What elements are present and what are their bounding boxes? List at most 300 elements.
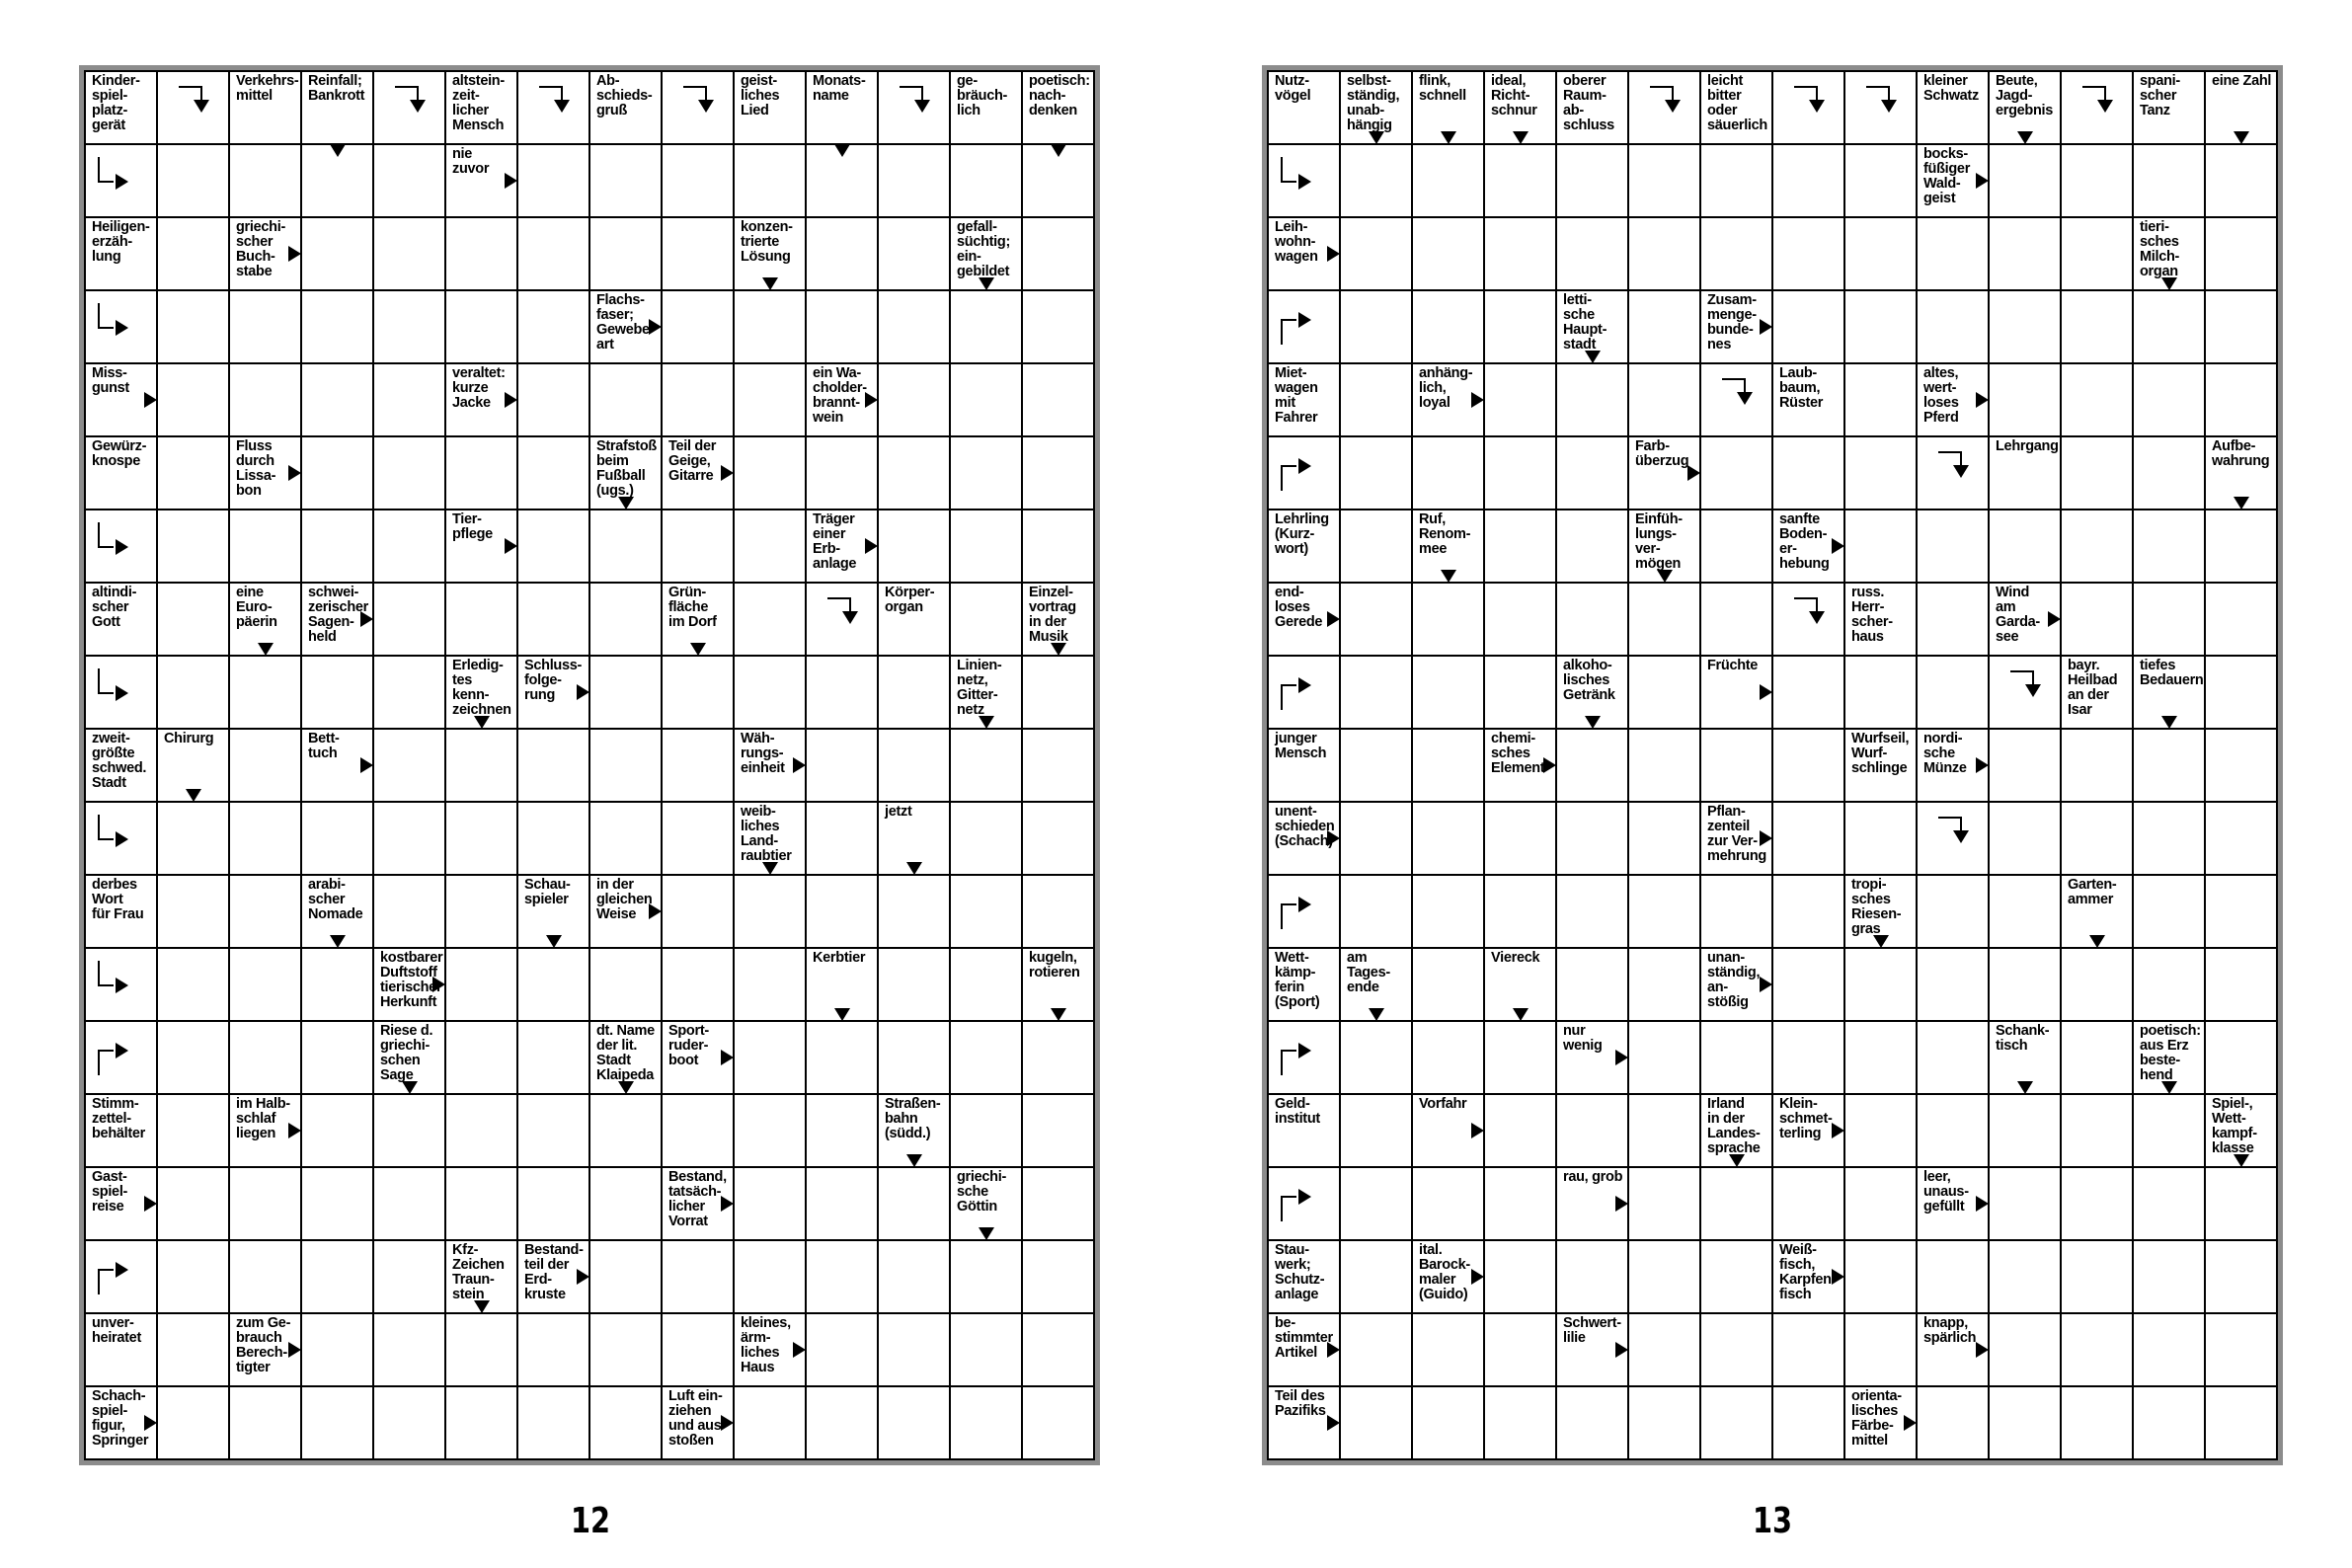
answer-cell[interactable] xyxy=(2206,1168,2276,1239)
answer-cell[interactable] xyxy=(374,1168,444,1239)
answer-cell[interactable] xyxy=(374,584,444,655)
answer-cell[interactable] xyxy=(302,949,372,1020)
answer-cell[interactable] xyxy=(518,730,588,801)
answer-cell[interactable] xyxy=(158,1314,228,1385)
answer-cell[interactable] xyxy=(86,510,156,582)
answer-cell[interactable] xyxy=(1629,1168,1699,1239)
answer-cell[interactable] xyxy=(302,218,372,289)
answer-cell[interactable] xyxy=(1918,1022,1988,1093)
answer-cell[interactable] xyxy=(230,803,300,874)
answer-cell[interactable] xyxy=(1341,1241,1411,1312)
answer-cell[interactable] xyxy=(1485,145,1555,216)
answer-cell[interactable] xyxy=(1557,803,1627,874)
answer-cell[interactable] xyxy=(1023,291,1093,362)
answer-cell[interactable] xyxy=(518,1022,588,1093)
answer-cell[interactable] xyxy=(446,1168,516,1239)
answer-cell[interactable] xyxy=(2134,584,2204,655)
answer-cell[interactable] xyxy=(951,1022,1021,1093)
answer-cell[interactable] xyxy=(1990,291,2060,362)
answer-cell[interactable] xyxy=(158,291,228,362)
answer-cell[interactable] xyxy=(518,803,588,874)
answer-cell[interactable] xyxy=(1701,876,1771,947)
answer-cell[interactable] xyxy=(1485,1095,1555,1166)
answer-cell[interactable] xyxy=(2206,1241,2276,1312)
answer-cell[interactable] xyxy=(735,510,805,582)
answer-cell[interactable] xyxy=(1701,1168,1771,1239)
answer-cell[interactable] xyxy=(663,803,733,874)
answer-cell[interactable] xyxy=(2062,1387,2132,1458)
answer-cell[interactable] xyxy=(2134,510,2204,582)
answer-cell[interactable] xyxy=(1845,72,1916,143)
answer-cell[interactable] xyxy=(158,1168,228,1239)
answer-cell[interactable] xyxy=(1341,876,1411,947)
answer-cell[interactable] xyxy=(1485,1314,1555,1385)
answer-cell[interactable] xyxy=(2062,437,2132,509)
answer-cell[interactable] xyxy=(1341,730,1411,801)
answer-cell[interactable] xyxy=(879,145,949,216)
answer-cell[interactable] xyxy=(1773,1168,1843,1239)
answer-cell[interactable] xyxy=(2134,1387,2204,1458)
answer-cell[interactable] xyxy=(518,291,588,362)
answer-cell[interactable] xyxy=(374,510,444,582)
answer-cell[interactable] xyxy=(518,364,588,435)
answer-cell[interactable] xyxy=(1485,1387,1555,1458)
answer-cell[interactable] xyxy=(807,730,877,801)
answer-cell[interactable] xyxy=(302,803,372,874)
answer-cell[interactable] xyxy=(86,949,156,1020)
answer-cell[interactable] xyxy=(158,218,228,289)
answer-cell[interactable] xyxy=(951,1314,1021,1385)
answer-cell[interactable] xyxy=(518,584,588,655)
answer-cell[interactable] xyxy=(2062,730,2132,801)
answer-cell[interactable] xyxy=(1918,437,1988,509)
answer-cell[interactable] xyxy=(374,364,444,435)
answer-cell[interactable] xyxy=(1023,1168,1093,1239)
answer-cell[interactable] xyxy=(1413,803,1483,874)
answer-cell[interactable] xyxy=(2134,1168,2204,1239)
answer-cell[interactable] xyxy=(374,1387,444,1458)
answer-cell[interactable] xyxy=(1990,1168,2060,1239)
answer-cell[interactable] xyxy=(302,510,372,582)
answer-cell[interactable] xyxy=(302,1241,372,1312)
answer-cell[interactable] xyxy=(518,145,588,216)
answer-cell[interactable] xyxy=(1701,584,1771,655)
answer-cell[interactable] xyxy=(1773,437,1843,509)
answer-cell[interactable] xyxy=(1629,1022,1699,1093)
answer-cell[interactable] xyxy=(1023,510,1093,582)
answer-cell[interactable] xyxy=(230,364,300,435)
answer-cell[interactable] xyxy=(879,949,949,1020)
answer-cell[interactable] xyxy=(663,876,733,947)
answer-cell[interactable] xyxy=(158,876,228,947)
answer-cell[interactable] xyxy=(1485,218,1555,289)
answer-cell[interactable] xyxy=(446,949,516,1020)
answer-cell[interactable] xyxy=(951,949,1021,1020)
answer-cell[interactable] xyxy=(807,1387,877,1458)
answer-cell[interactable] xyxy=(807,803,877,874)
answer-cell[interactable] xyxy=(374,803,444,874)
answer-cell[interactable] xyxy=(1413,145,1483,216)
answer-cell[interactable] xyxy=(158,72,228,143)
answer-cell[interactable] xyxy=(879,1022,949,1093)
answer-cell[interactable] xyxy=(1773,145,1843,216)
answer-cell[interactable] xyxy=(1918,584,1988,655)
answer-cell[interactable] xyxy=(1557,1387,1627,1458)
answer-cell[interactable] xyxy=(735,1022,805,1093)
answer-cell[interactable] xyxy=(2134,730,2204,801)
answer-cell[interactable] xyxy=(1413,437,1483,509)
answer-cell[interactable] xyxy=(1023,657,1093,728)
answer-cell[interactable] xyxy=(86,291,156,362)
answer-cell[interactable] xyxy=(663,364,733,435)
answer-cell[interactable] xyxy=(1629,72,1699,143)
answer-cell[interactable] xyxy=(663,145,733,216)
answer-cell[interactable] xyxy=(951,291,1021,362)
answer-cell[interactable] xyxy=(2134,1241,2204,1312)
answer-cell[interactable] xyxy=(2206,218,2276,289)
answer-cell[interactable] xyxy=(446,1314,516,1385)
answer-cell[interactable] xyxy=(1341,1168,1411,1239)
answer-cell[interactable] xyxy=(2134,876,2204,947)
answer-cell[interactable] xyxy=(807,657,877,728)
answer-cell[interactable] xyxy=(1990,510,2060,582)
answer-cell[interactable] xyxy=(951,1095,1021,1166)
answer-cell[interactable] xyxy=(1629,657,1699,728)
answer-cell[interactable] xyxy=(735,291,805,362)
answer-cell[interactable] xyxy=(446,1022,516,1093)
answer-cell[interactable] xyxy=(1413,1168,1483,1239)
answer-cell[interactable] xyxy=(446,437,516,509)
answer-cell[interactable] xyxy=(158,437,228,509)
answer-cell[interactable] xyxy=(807,1168,877,1239)
answer-cell[interactable] xyxy=(663,72,733,143)
answer-cell[interactable] xyxy=(1269,657,1339,728)
answer-cell[interactable] xyxy=(1629,291,1699,362)
answer-cell[interactable] xyxy=(1269,1168,1339,1239)
answer-cell[interactable] xyxy=(230,291,300,362)
answer-cell[interactable] xyxy=(1341,510,1411,582)
answer-cell[interactable] xyxy=(1341,145,1411,216)
answer-cell[interactable] xyxy=(1629,218,1699,289)
answer-cell[interactable] xyxy=(1341,437,1411,509)
answer-cell[interactable] xyxy=(518,949,588,1020)
answer-cell[interactable] xyxy=(1485,803,1555,874)
answer-cell[interactable] xyxy=(1773,218,1843,289)
answer-cell[interactable] xyxy=(735,364,805,435)
answer-cell[interactable] xyxy=(951,1387,1021,1458)
answer-cell[interactable] xyxy=(879,364,949,435)
answer-cell[interactable] xyxy=(1629,1387,1699,1458)
answer-cell[interactable] xyxy=(1485,876,1555,947)
answer-cell[interactable] xyxy=(1918,949,1988,1020)
answer-cell[interactable] xyxy=(2062,72,2132,143)
answer-cell[interactable] xyxy=(590,218,661,289)
answer-cell[interactable] xyxy=(518,1314,588,1385)
answer-cell[interactable] xyxy=(1773,657,1843,728)
answer-cell[interactable] xyxy=(2206,949,2276,1020)
answer-cell[interactable] xyxy=(374,657,444,728)
answer-cell[interactable] xyxy=(807,218,877,289)
answer-cell[interactable] xyxy=(1845,803,1916,874)
answer-cell[interactable] xyxy=(2062,584,2132,655)
answer-cell[interactable] xyxy=(2206,510,2276,582)
answer-cell[interactable] xyxy=(230,1241,300,1312)
answer-cell[interactable] xyxy=(1023,876,1093,947)
answer-cell[interactable] xyxy=(518,1387,588,1458)
answer-cell[interactable] xyxy=(446,803,516,874)
answer-cell[interactable] xyxy=(663,1095,733,1166)
answer-cell[interactable] xyxy=(158,510,228,582)
answer-cell[interactable] xyxy=(807,1095,877,1166)
answer-cell[interactable] xyxy=(1990,145,2060,216)
answer-cell[interactable] xyxy=(1485,1168,1555,1239)
answer-cell[interactable] xyxy=(2134,1314,2204,1385)
answer-cell[interactable] xyxy=(1023,218,1093,289)
answer-cell[interactable] xyxy=(735,949,805,1020)
answer-cell[interactable] xyxy=(735,1387,805,1458)
answer-cell[interactable] xyxy=(1773,72,1843,143)
answer-cell[interactable] xyxy=(735,876,805,947)
answer-cell[interactable] xyxy=(1413,949,1483,1020)
answer-cell[interactable] xyxy=(951,876,1021,947)
answer-cell[interactable] xyxy=(1023,730,1093,801)
answer-cell[interactable] xyxy=(374,72,444,143)
answer-cell[interactable] xyxy=(1701,1022,1771,1093)
answer-cell[interactable] xyxy=(1845,291,1916,362)
answer-cell[interactable] xyxy=(302,291,372,362)
answer-cell[interactable] xyxy=(2062,1314,2132,1385)
answer-cell[interactable] xyxy=(1557,1241,1627,1312)
answer-cell[interactable] xyxy=(302,657,372,728)
answer-cell[interactable] xyxy=(374,437,444,509)
answer-cell[interactable] xyxy=(2062,364,2132,435)
answer-cell[interactable] xyxy=(951,1241,1021,1312)
answer-cell[interactable] xyxy=(1341,364,1411,435)
answer-cell[interactable] xyxy=(518,72,588,143)
answer-cell[interactable] xyxy=(1341,657,1411,728)
answer-cell[interactable] xyxy=(1918,291,1988,362)
answer-cell[interactable] xyxy=(374,1241,444,1312)
answer-cell[interactable] xyxy=(1485,1241,1555,1312)
answer-cell[interactable] xyxy=(951,584,1021,655)
answer-cell[interactable] xyxy=(302,1168,372,1239)
answer-cell[interactable] xyxy=(807,876,877,947)
answer-cell[interactable] xyxy=(302,364,372,435)
answer-cell[interactable] xyxy=(879,730,949,801)
answer-cell[interactable] xyxy=(663,949,733,1020)
answer-cell[interactable] xyxy=(1990,1095,2060,1166)
answer-cell[interactable] xyxy=(1845,949,1916,1020)
answer-cell[interactable] xyxy=(879,291,949,362)
answer-cell[interactable] xyxy=(1773,584,1843,655)
answer-cell[interactable] xyxy=(1485,657,1555,728)
answer-cell[interactable] xyxy=(1918,218,1988,289)
answer-cell[interactable] xyxy=(879,437,949,509)
answer-cell[interactable] xyxy=(1701,437,1771,509)
answer-cell[interactable] xyxy=(1557,364,1627,435)
answer-cell[interactable] xyxy=(1629,584,1699,655)
answer-cell[interactable] xyxy=(2062,291,2132,362)
answer-cell[interactable] xyxy=(1557,1095,1627,1166)
answer-cell[interactable] xyxy=(1023,145,1093,216)
answer-cell[interactable] xyxy=(1845,145,1916,216)
answer-cell[interactable] xyxy=(2062,1241,2132,1312)
answer-cell[interactable] xyxy=(951,803,1021,874)
answer-cell[interactable] xyxy=(1773,291,1843,362)
answer-cell[interactable] xyxy=(374,876,444,947)
answer-cell[interactable] xyxy=(1990,876,2060,947)
answer-cell[interactable] xyxy=(1918,1387,1988,1458)
answer-cell[interactable] xyxy=(1557,876,1627,947)
answer-cell[interactable] xyxy=(1023,437,1093,509)
answer-cell[interactable] xyxy=(2206,876,2276,947)
answer-cell[interactable] xyxy=(1413,584,1483,655)
answer-cell[interactable] xyxy=(518,510,588,582)
answer-cell[interactable] xyxy=(590,949,661,1020)
answer-cell[interactable] xyxy=(1341,584,1411,655)
answer-cell[interactable] xyxy=(879,876,949,947)
answer-cell[interactable] xyxy=(158,364,228,435)
answer-cell[interactable] xyxy=(1629,803,1699,874)
answer-cell[interactable] xyxy=(1845,1241,1916,1312)
answer-cell[interactable] xyxy=(1341,1095,1411,1166)
answer-cell[interactable] xyxy=(1413,1387,1483,1458)
answer-cell[interactable] xyxy=(1413,218,1483,289)
answer-cell[interactable] xyxy=(1629,1095,1699,1166)
answer-cell[interactable] xyxy=(374,218,444,289)
answer-cell[interactable] xyxy=(1629,730,1699,801)
answer-cell[interactable] xyxy=(735,657,805,728)
answer-cell[interactable] xyxy=(230,876,300,947)
answer-cell[interactable] xyxy=(1990,1241,2060,1312)
answer-cell[interactable] xyxy=(1845,437,1916,509)
answer-cell[interactable] xyxy=(663,218,733,289)
answer-cell[interactable] xyxy=(1557,730,1627,801)
answer-cell[interactable] xyxy=(2062,803,2132,874)
answer-cell[interactable] xyxy=(1557,145,1627,216)
answer-cell[interactable] xyxy=(230,1387,300,1458)
answer-cell[interactable] xyxy=(230,145,300,216)
answer-cell[interactable] xyxy=(1773,949,1843,1020)
answer-cell[interactable] xyxy=(663,510,733,582)
answer-cell[interactable] xyxy=(1701,1241,1771,1312)
answer-cell[interactable] xyxy=(1845,1168,1916,1239)
answer-cell[interactable] xyxy=(1918,876,1988,947)
answer-cell[interactable] xyxy=(590,1387,661,1458)
answer-cell[interactable] xyxy=(86,1022,156,1093)
answer-cell[interactable] xyxy=(590,510,661,582)
answer-cell[interactable] xyxy=(735,437,805,509)
answer-cell[interactable] xyxy=(446,291,516,362)
answer-cell[interactable] xyxy=(1341,218,1411,289)
answer-cell[interactable] xyxy=(446,876,516,947)
answer-cell[interactable] xyxy=(446,584,516,655)
answer-cell[interactable] xyxy=(590,584,661,655)
answer-cell[interactable] xyxy=(1023,1241,1093,1312)
answer-cell[interactable] xyxy=(2062,218,2132,289)
answer-cell[interactable] xyxy=(807,145,877,216)
answer-cell[interactable] xyxy=(1845,1314,1916,1385)
answer-cell[interactable] xyxy=(590,1241,661,1312)
answer-cell[interactable] xyxy=(2206,1314,2276,1385)
answer-cell[interactable] xyxy=(2206,584,2276,655)
answer-cell[interactable] xyxy=(590,657,661,728)
answer-cell[interactable] xyxy=(86,657,156,728)
answer-cell[interactable] xyxy=(1557,510,1627,582)
answer-cell[interactable] xyxy=(735,1168,805,1239)
answer-cell[interactable] xyxy=(1269,145,1339,216)
answer-cell[interactable] xyxy=(1341,1022,1411,1093)
answer-cell[interactable] xyxy=(1485,1022,1555,1093)
answer-cell[interactable] xyxy=(1845,657,1916,728)
answer-cell[interactable] xyxy=(1918,1095,1988,1166)
answer-cell[interactable] xyxy=(1918,1241,1988,1312)
answer-cell[interactable] xyxy=(590,803,661,874)
answer-cell[interactable] xyxy=(1701,364,1771,435)
answer-cell[interactable] xyxy=(2062,949,2132,1020)
answer-cell[interactable] xyxy=(1845,510,1916,582)
answer-cell[interactable] xyxy=(1845,1095,1916,1166)
answer-cell[interactable] xyxy=(446,1095,516,1166)
answer-cell[interactable] xyxy=(518,1168,588,1239)
answer-cell[interactable] xyxy=(1023,1022,1093,1093)
answer-cell[interactable] xyxy=(1990,730,2060,801)
answer-cell[interactable] xyxy=(735,1095,805,1166)
answer-cell[interactable] xyxy=(1701,1314,1771,1385)
answer-cell[interactable] xyxy=(2062,1022,2132,1093)
answer-cell[interactable] xyxy=(807,291,877,362)
answer-cell[interactable] xyxy=(879,1241,949,1312)
answer-cell[interactable] xyxy=(374,730,444,801)
answer-cell[interactable] xyxy=(158,1022,228,1093)
answer-cell[interactable] xyxy=(1413,657,1483,728)
answer-cell[interactable] xyxy=(1341,291,1411,362)
answer-cell[interactable] xyxy=(2134,145,2204,216)
answer-cell[interactable] xyxy=(735,145,805,216)
answer-cell[interactable] xyxy=(1773,1314,1843,1385)
answer-cell[interactable] xyxy=(230,510,300,582)
answer-cell[interactable] xyxy=(663,1241,733,1312)
answer-cell[interactable] xyxy=(302,1022,372,1093)
answer-cell[interactable] xyxy=(158,584,228,655)
answer-cell[interactable] xyxy=(302,1095,372,1166)
answer-cell[interactable] xyxy=(663,657,733,728)
answer-cell[interactable] xyxy=(2206,657,2276,728)
answer-cell[interactable] xyxy=(951,364,1021,435)
answer-cell[interactable] xyxy=(879,1314,949,1385)
answer-cell[interactable] xyxy=(302,1387,372,1458)
answer-cell[interactable] xyxy=(1990,364,2060,435)
answer-cell[interactable] xyxy=(1413,1314,1483,1385)
answer-cell[interactable] xyxy=(1990,949,2060,1020)
answer-cell[interactable] xyxy=(2206,291,2276,362)
answer-cell[interactable] xyxy=(1701,1387,1771,1458)
answer-cell[interactable] xyxy=(951,730,1021,801)
answer-cell[interactable] xyxy=(879,657,949,728)
answer-cell[interactable] xyxy=(302,1314,372,1385)
answer-cell[interactable] xyxy=(2206,730,2276,801)
answer-cell[interactable] xyxy=(158,949,228,1020)
answer-cell[interactable] xyxy=(807,1314,877,1385)
answer-cell[interactable] xyxy=(1629,1241,1699,1312)
answer-cell[interactable] xyxy=(230,1168,300,1239)
answer-cell[interactable] xyxy=(374,145,444,216)
answer-cell[interactable] xyxy=(1845,364,1916,435)
answer-cell[interactable] xyxy=(1269,876,1339,947)
answer-cell[interactable] xyxy=(2062,145,2132,216)
answer-cell[interactable] xyxy=(1557,584,1627,655)
answer-cell[interactable] xyxy=(1413,291,1483,362)
